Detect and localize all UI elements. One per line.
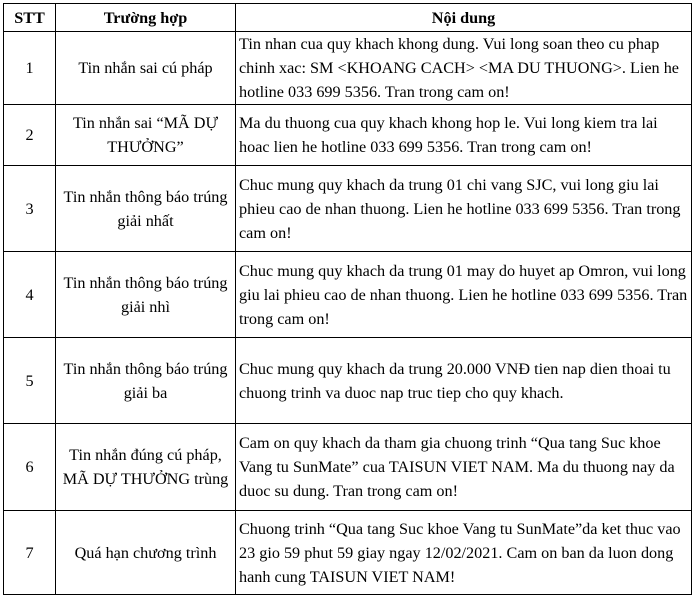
table-row <box>4 338 692 424</box>
table-row <box>4 105 692 166</box>
row-content: Chuc mung quy khach da trung 01 chi vang SJC, vui long giu lai phieu cao de nhan thuong. Lien he hotline 033 699 5356. Tran trong cam on! <box>236 166 692 252</box>
row-stt: 2 <box>4 105 56 166</box>
row-case: Quá hạn chương trình <box>56 511 236 595</box>
table-header-row <box>4 4 692 32</box>
row-content: Chuong trinh “Qua tang Suc khoe Vang tu SunMate”da ket thuc vao 23 gio 59 phut 59 giay ngay 12/02/2021. Cam on ban da luon dong hanh cung TAISUN VIET NAM! <box>236 511 692 595</box>
row-stt: 7 <box>4 511 56 595</box>
table-row <box>4 32 692 105</box>
row-case: Tin nhắn thông báo trúng giải ba <box>56 338 236 424</box>
row-content: Chuc mung quy khach da trung 20.000 VNĐ tien nap dien thoai tu chuong trinh va duoc nap truc tiep cho quy khach. <box>236 338 692 424</box>
row-stt: 1 <box>4 32 56 105</box>
row-stt: 6 <box>4 424 56 511</box>
header-stt: STT <box>4 4 56 32</box>
table-row <box>4 424 692 511</box>
row-case: Tin nhắn thông báo trúng giải nhì <box>56 252 236 338</box>
table-row <box>4 511 692 595</box>
row-content: Tin nhan cua quy khach khong dung. Vui long soan theo cu phap chinh xac: SM <KHOANG CACH> <MA DU THUONG>. Lien he hotline 033 699 5356. Tran trong cam on! <box>236 32 692 105</box>
header-case: Trường hợp <box>56 4 236 32</box>
row-stt: 4 <box>4 252 56 338</box>
sms-response-table <box>3 3 692 595</box>
header-content: Nội dung <box>236 4 692 32</box>
row-case: Tin nhắn đúng cú pháp, MÃ DỰ THƯỞNG trùng <box>56 424 236 511</box>
table-row <box>4 166 692 252</box>
row-case: Tin nhắn thông báo trúng giải nhất <box>56 166 236 252</box>
row-content: Chuc mung quy khach da trung 01 may do huyet ap Omron, vui long giu lai phieu cao de nhan thuong. Lien he hotline 033 699 5356. Tran trong cam on! <box>236 252 692 338</box>
row-case: Tin nhắn sai cú pháp <box>56 32 236 105</box>
row-case: Tin nhắn sai “MÃ DỰ THƯỞNG” <box>56 105 236 166</box>
row-content: Cam on quy khach da tham gia chuong trinh “Qua tang Suc khoe Vang tu SunMate” cua TAISUN VIET NAM. Ma du thuong nay da duoc su dung. Tran trong cam on! <box>236 424 692 511</box>
table-row <box>4 252 692 338</box>
row-content: Ma du thuong cua quy khach khong hop le. Vui long kiem tra lai hoac lien he hotline 033 699 5356. Tran trong cam on! <box>236 105 692 166</box>
row-stt: 3 <box>4 166 56 252</box>
row-stt: 5 <box>4 338 56 424</box>
